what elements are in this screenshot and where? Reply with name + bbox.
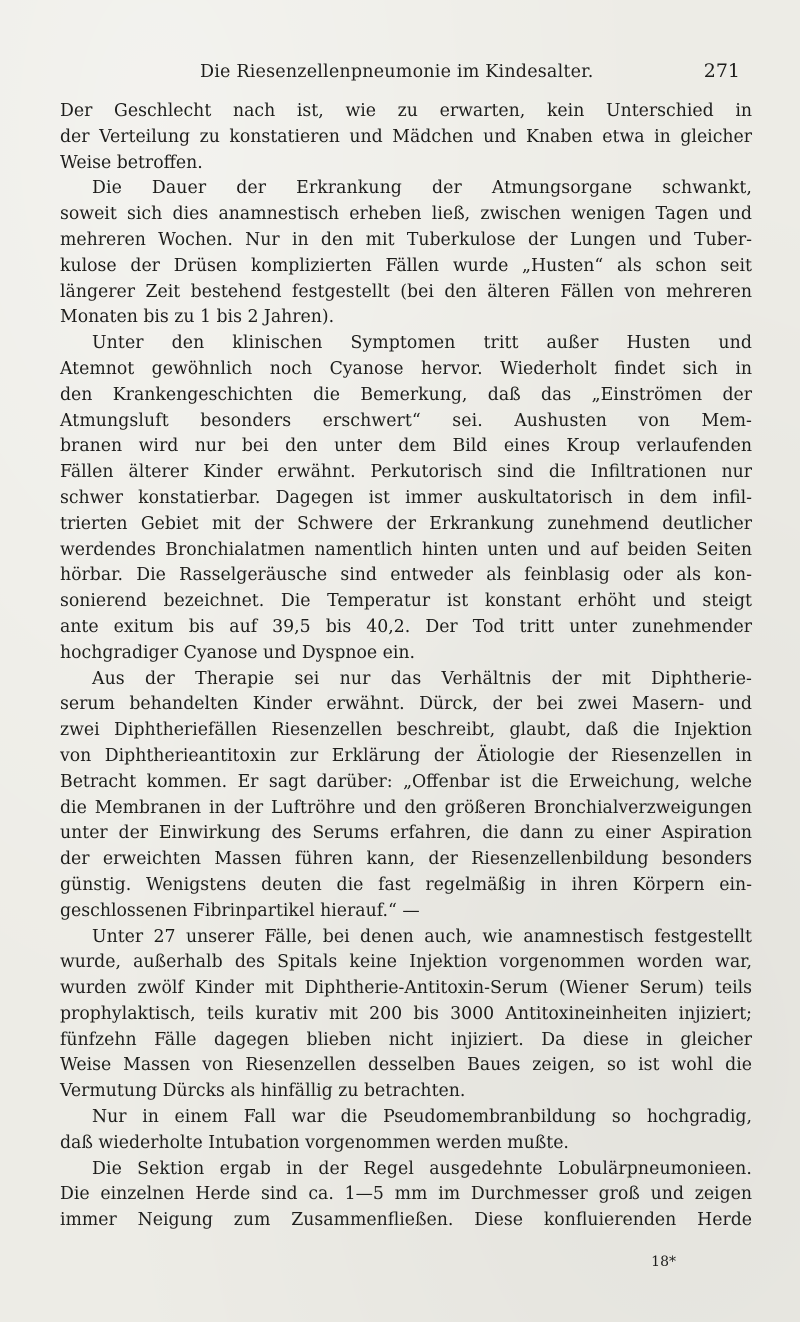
text-line: geschlossenen Fibrinpartikel hierauf.“ — — [60, 900, 420, 921]
text-line: Aus der Therapie sei nur das Verhältnis der mit Diphtherie- — [92, 668, 752, 689]
text-line: fünfzehn Fälle dagegen blieben nicht injiziert. Da diese in gleicher — [60, 1029, 752, 1050]
text-line: immer Neigung zum Zusammenfließen. Diese konfluierenden Herde — [60, 1210, 752, 1231]
text-line: Der Geschlecht nach ist, wie zu erwarten, kein Unterschied in — [60, 101, 752, 121]
text-line: hochgradiger Cyanose und Dyspnoe ein. — [60, 642, 416, 663]
text-line: ante exitum bis auf 39,5 bis 40,2. Der Tod tritt unter zunehmender — [60, 616, 752, 637]
text-line: Monaten bis zu 1 bis 2 Jahren). — [60, 307, 335, 328]
text-line: Weise betroffen. — [60, 152, 203, 173]
text-line: unter der Einwirkung des Serums erfahren, die dann zu einer Aspiration — [60, 823, 752, 844]
text-line: kulose der Drüsen komplizierten Fällen wurde „Husten“ als schon seit — [60, 255, 752, 276]
text-line: zwei Diphtheriefällen Riesenzellen beschreibt, glaubt, daß die Injektion — [60, 720, 752, 741]
text-line: trierten Gebiet mit der Schwere der Erkrankung zunehmend deutlicher — [60, 513, 752, 534]
text-line: hörbar. Die Rasselgeräusche sind entweder als feinblasig oder als kon- — [60, 565, 752, 586]
text-line: Atmungsluft besonders erschwert“ sei. Aushusten von Mem- — [60, 410, 752, 431]
text-line: günstig. Wenigstens deuten die fast regelmäßig in ihren Körpern ein- — [60, 874, 752, 895]
text-line: prophylaktisch, teils kurativ mit 200 bis 3000 Antitoxineinheiten injiziert; — [60, 1003, 752, 1024]
text-line: werdendes Bronchialatmen namentlich hinten unten und auf beiden Seiten — [60, 539, 752, 560]
signature-mark: 18* — [651, 1254, 676, 1270]
text-line: Die einzelnen Herde sind ca. 1—5 mm im Durchmesser groß und zeigen — [60, 1184, 752, 1205]
text-line: Nur in einem Fall war die Pseudomembranbildung so hochgradig, — [92, 1107, 752, 1128]
text-line: Atemnot gewöhnlich noch Cyanose hervor. Wiederholt findet sich in — [60, 358, 752, 379]
text-line: Die Dauer der Erkrankung der Atmungsorgane schwankt, — [92, 178, 752, 199]
text-line: Fällen älterer Kinder erwähnt. Perkutorisch sind die Infiltrationen nur — [60, 462, 752, 483]
text-line: soweit sich dies anamnestisch erheben ließ, zwischen wenigen Tagen und — [60, 204, 752, 225]
text-line: schwer konstatierbar. Dagegen ist immer auskultatorisch in dem infil- — [60, 487, 752, 508]
body-text — [60, 99, 752, 1234]
text-line: wurde, außerhalb des Spitals keine Injektion vorgenommen worden war, — [60, 952, 752, 973]
text-line: längerer Zeit bestehend festgestellt (bei den älteren Fällen von mehreren — [60, 281, 752, 302]
text-line: die Membranen in der Luftröhre und den größeren Bronchialverzweigungen — [60, 797, 752, 818]
page-header — [60, 56, 740, 86]
text-line: Vermutung Dürcks als hinfällig zu betrachten. — [60, 1081, 466, 1102]
text-line: branen wird nur bei den unter dem Bild eines Kroup verlaufenden — [60, 436, 752, 457]
page-number: 271 — [703, 60, 740, 82]
text-line: sonierend bezeichnet. Die Temperatur ist konstant erhöht und steigt — [60, 591, 752, 612]
running-title: Die Riesenzellenpneumonie im Kindesalter. — [200, 62, 594, 82]
text-line: Unter 27 unserer Fälle, bei denen auch, wie anamnestisch festgestellt — [92, 926, 752, 947]
text-line: daß wiederholte Intubation vorgenommen werden mußte. — [60, 1132, 569, 1153]
text-line: Die Sektion ergab in der Regel ausgedehnte Lobulärpneumonieen. — [92, 1158, 752, 1179]
text-line: der Verteilung zu konstatieren und Mädchen und Knaben etwa in gleicher — [60, 126, 752, 147]
text-line: mehreren Wochen. Nur in den mit Tuberkulose der Lungen und Tuber- — [60, 229, 752, 250]
text-line: der erweichten Massen führen kann, der Riesenzellenbildung besonders — [60, 849, 752, 870]
text-line: Weise Massen von Riesenzellen desselben Baues zeigen, so ist wohl die — [60, 1055, 752, 1076]
text-line: Betracht kommen. Er sagt darüber: „Offenbar ist die Erweichung, welche — [60, 771, 752, 792]
text-line: Unter den klinischen Symptomen tritt außer Husten und — [92, 333, 752, 354]
text-line: den Krankengeschichten die Bemerkung, daß das „Einströmen der — [60, 384, 752, 405]
text-line: von Diphtherieantitoxin zur Erklärung der Ätiologie der Riesenzellen in — [60, 745, 752, 766]
text-line: serum behandelten Kinder erwähnt. Dürck, der bei zwei Masern- und — [60, 694, 752, 715]
text-line: wurden zwölf Kinder mit Diphtherie-Antitoxin-Serum (Wiener Serum) teils — [60, 978, 752, 999]
